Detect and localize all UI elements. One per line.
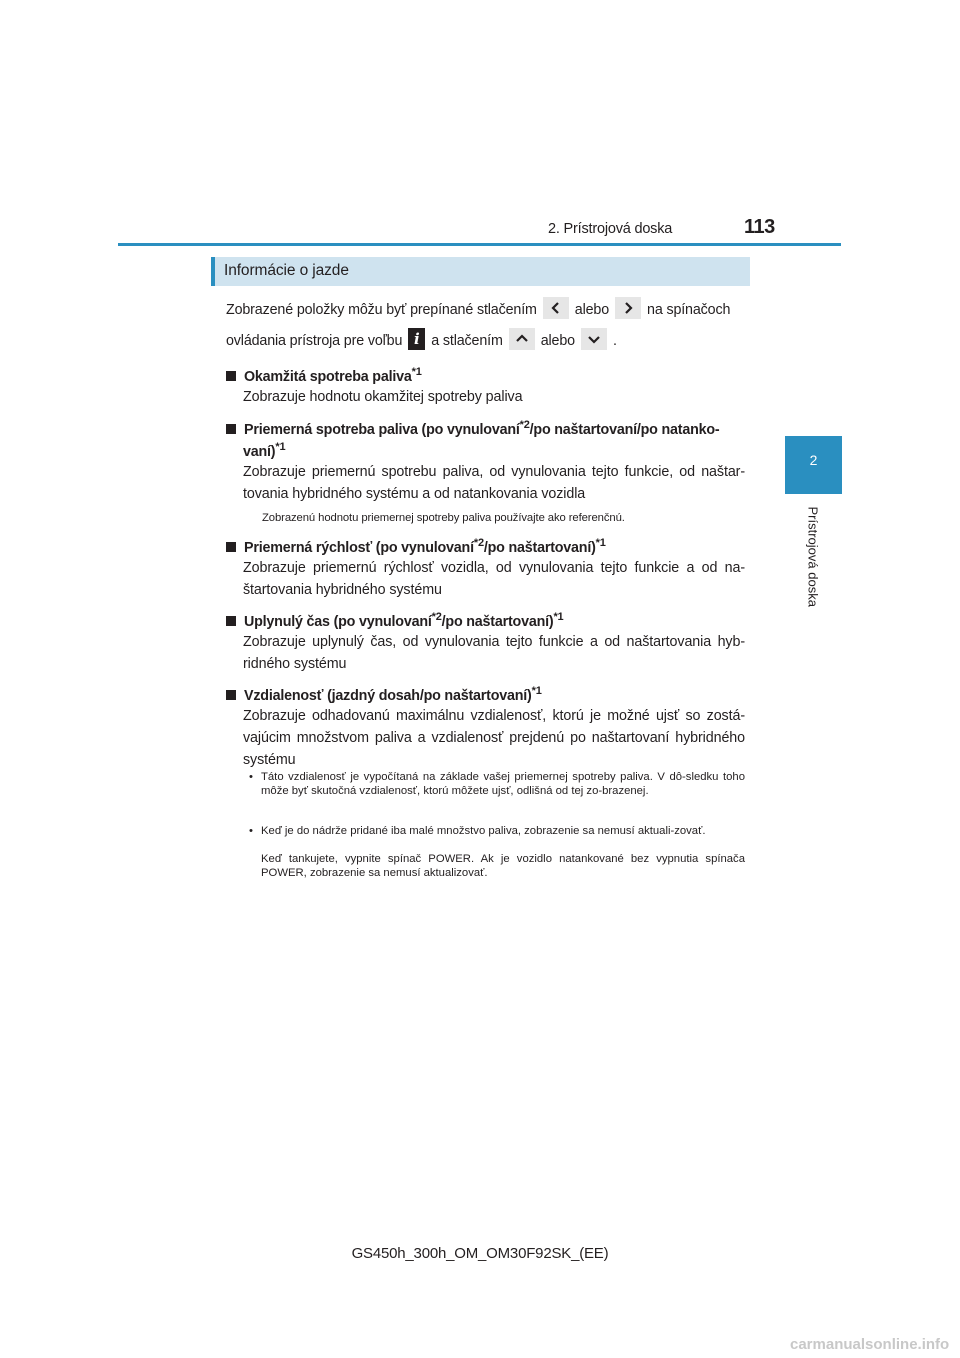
item-bullet: • Táto vzdialenosť je vypočítaná na základe vašej priemernej spotreby paliva. V dô-sledku toho môže byť skutočná vzdialenosť, ktorú môžete ujsť, odlišná od tej zo-brazenej. bbox=[249, 771, 745, 797]
item-heading: Okamžitá spotreba paliva$^{*1}$ bbox=[226, 361, 422, 388]
chevron-down-icon bbox=[581, 328, 607, 350]
header-rule bbox=[118, 243, 841, 246]
watermark: carmanualsonline.info bbox=[790, 1336, 950, 1353]
square-bullet-icon bbox=[226, 371, 236, 381]
item-text: Zobrazuje uplynulý čas, od vynulovania tejto funkcie a od naštartovania hyb-ridného systému bbox=[243, 634, 745, 672]
intro-line-2: ovládania prístroja pre voľbu i a stlačením alebo . bbox=[226, 330, 617, 349]
info-icon: i bbox=[408, 328, 425, 350]
bullet-dot: • bbox=[249, 771, 253, 783]
chevron-right-icon bbox=[615, 297, 641, 319]
chevron-left-icon bbox=[543, 297, 569, 319]
item-text: Zobrazuje odhadovanú maximálnu vzdialenosť, ktorú je možné ujsť so zostá-vajúcim množstvom paliva a vzdialenosť prejdenú po naštartovaní hybridného systému bbox=[243, 708, 745, 768]
item-bullet: • Keď je do nádrže pridané iba malé množstvo paliva, zobrazenie sa nemusí aktuali-zovať. bbox=[249, 825, 706, 837]
bullet-dot: • bbox=[249, 825, 253, 837]
item-note: Zobrazenú hodnotu priemernej spotreby paliva používajte ako referenčnú. bbox=[262, 512, 625, 524]
square-bullet-icon bbox=[226, 616, 236, 626]
chevron-up-icon bbox=[509, 328, 535, 350]
chapter-tab-label: Prístrojová doska bbox=[805, 506, 821, 607]
item-heading-cont: vaní)$^{*1}$ bbox=[243, 441, 286, 460]
item-heading: Uplynulý čas (po vynulovaní$^{*2}$/po naštartovaní)$^{*1}$ bbox=[226, 606, 563, 633]
document-code: GS450h_300h_OM_OM30F92SK_(EE) bbox=[351, 1245, 609, 1262]
item-heading: Priemerná rýchlosť (po vynulovaní$^{*2}$/po naštartovaní)$^{*1}$ bbox=[226, 532, 606, 559]
square-bullet-icon bbox=[226, 542, 236, 552]
item-text: Zobrazuje priemernú spotrebu paliva, od vynulovania tejto funkcie, od naštar-tovania hybridného systému a od natankovania vozidla bbox=[243, 464, 745, 502]
intro-line-1: Zobrazené položky môžu byť prepínané stlačením alebo na spínačoch bbox=[226, 299, 746, 321]
item-heading: Vzdialenosť (jazdný dosah/po naštartovaní)$^{*1}$ bbox=[226, 680, 542, 707]
item-heading: Priemerná spotreba paliva (po vynulovaní$^{*2}$/po naštartovaní/po natanko- bbox=[226, 414, 746, 441]
page-number: 113 bbox=[744, 216, 775, 238]
square-bullet-icon bbox=[226, 690, 236, 700]
item-text: Zobrazuje priemernú rýchlosť vozidla, od vynulovania tejto funkcie a od na-štartovania hybridného systému bbox=[243, 560, 745, 598]
chapter-tab-number: 2 bbox=[809, 452, 818, 468]
item-bullet-cont: Keď tankujete, vypnite spínač POWER. Ak je vozidlo natankované bez vypnutia spínača POWER, zobrazenie sa nemusí aktualizovať. bbox=[261, 853, 745, 879]
section-title: Informácie o jazde bbox=[224, 262, 349, 279]
square-bullet-icon bbox=[226, 424, 236, 434]
running-header-section: 2. Prístrojová doska bbox=[548, 221, 673, 237]
item-text: Zobrazuje hodnotu okamžitej spotreby paliva bbox=[243, 389, 523, 405]
